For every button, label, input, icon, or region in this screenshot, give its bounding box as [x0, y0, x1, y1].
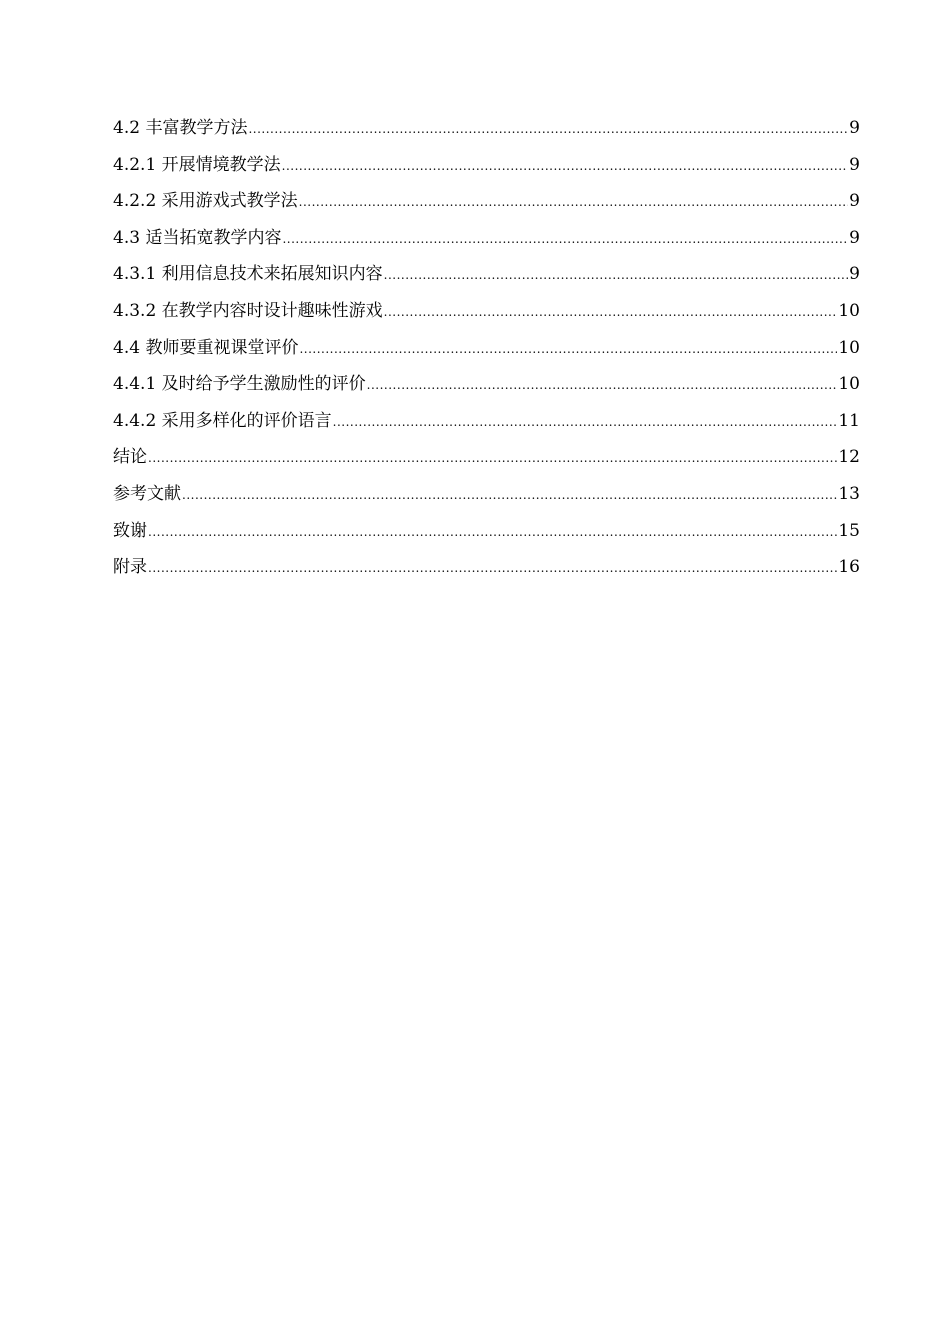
- toc-entry-4-3-2[interactable]: [113, 293, 860, 330]
- toc-dot-leader: [182, 477, 837, 513]
- toc-entry-label: 4.4.2 采用多样化的评价语言: [113, 410, 332, 431]
- toc-entry-page: 11: [838, 410, 860, 431]
- toc-dot-leader: [282, 148, 849, 184]
- toc-entry-label: 4.4 教师要重视课堂评价: [113, 337, 299, 358]
- toc-entry-label: 4.2 丰富教学方法: [113, 118, 248, 138]
- toc-entry-appendix[interactable]: [113, 549, 860, 586]
- toc-entry-label: 4.4.1 及时给予学生激励性的评价: [113, 374, 366, 395]
- toc-dot-leader: [299, 331, 837, 367]
- toc-entry-4-2-1[interactable]: [113, 147, 860, 184]
- table-of-contents: [113, 110, 860, 586]
- toc-entry-label: 4.3.1 利用信息技术来拓展知识内容: [113, 264, 383, 285]
- toc-entry-page: 9: [849, 227, 860, 248]
- toc-entry-4-3[interactable]: [113, 220, 860, 257]
- toc-entry-label: 致谢: [113, 520, 147, 541]
- toc-entry-page: 9: [849, 154, 860, 175]
- toc-dot-leader: [384, 257, 849, 293]
- toc-entry-page: 9: [849, 191, 860, 212]
- toc-dot-leader: [148, 514, 837, 550]
- toc-entry-page: 16: [838, 557, 860, 578]
- toc-entry-page: 12: [838, 447, 860, 468]
- toc-entry-page: 13: [838, 483, 860, 504]
- toc-dot-leader: [333, 404, 838, 440]
- toc-entry-4-2-2[interactable]: [113, 183, 860, 220]
- toc-entry-4-2[interactable]: [113, 110, 860, 147]
- toc-dot-leader: [148, 440, 837, 476]
- toc-dot-leader: [148, 550, 837, 586]
- toc-entry-4-4-2[interactable]: [113, 403, 860, 440]
- toc-entry-page: 10: [838, 337, 860, 358]
- toc-dot-leader: [367, 367, 838, 403]
- toc-entry-4-4-1[interactable]: [113, 366, 860, 403]
- toc-dot-leader: [384, 294, 838, 330]
- toc-entry-page: 10: [838, 300, 860, 321]
- toc-entry-4-3-1[interactable]: [113, 256, 860, 293]
- toc-dot-leader: [282, 221, 848, 257]
- toc-entry-4-4[interactable]: [113, 330, 860, 367]
- toc-entry-label: 4.2.2 采用游戏式教学法: [113, 191, 298, 212]
- toc-entry-label: 4.3 适当拓宽教学内容: [113, 227, 282, 248]
- toc-entry-label: 结论: [113, 447, 147, 468]
- toc-entry-page: 15: [838, 520, 860, 541]
- toc-entry-acknowledgements[interactable]: [113, 513, 860, 550]
- toc-dot-leader: [299, 184, 849, 220]
- toc-entry-label: 参考文献: [113, 483, 181, 504]
- toc-dot-leader: [248, 111, 848, 147]
- toc-entry-page: 9: [849, 118, 860, 138]
- toc-entry-page: 10: [838, 374, 860, 395]
- toc-entry-references[interactable]: [113, 476, 860, 513]
- toc-entry-page: 9: [849, 264, 860, 285]
- toc-entry-conclusion[interactable]: [113, 439, 860, 476]
- toc-entry-label: 4.3.2 在教学内容时设计趣味性游戏: [113, 300, 383, 321]
- toc-entry-label: 4.2.1 开展情境教学法: [113, 154, 281, 175]
- toc-entry-label: 附录: [113, 557, 147, 578]
